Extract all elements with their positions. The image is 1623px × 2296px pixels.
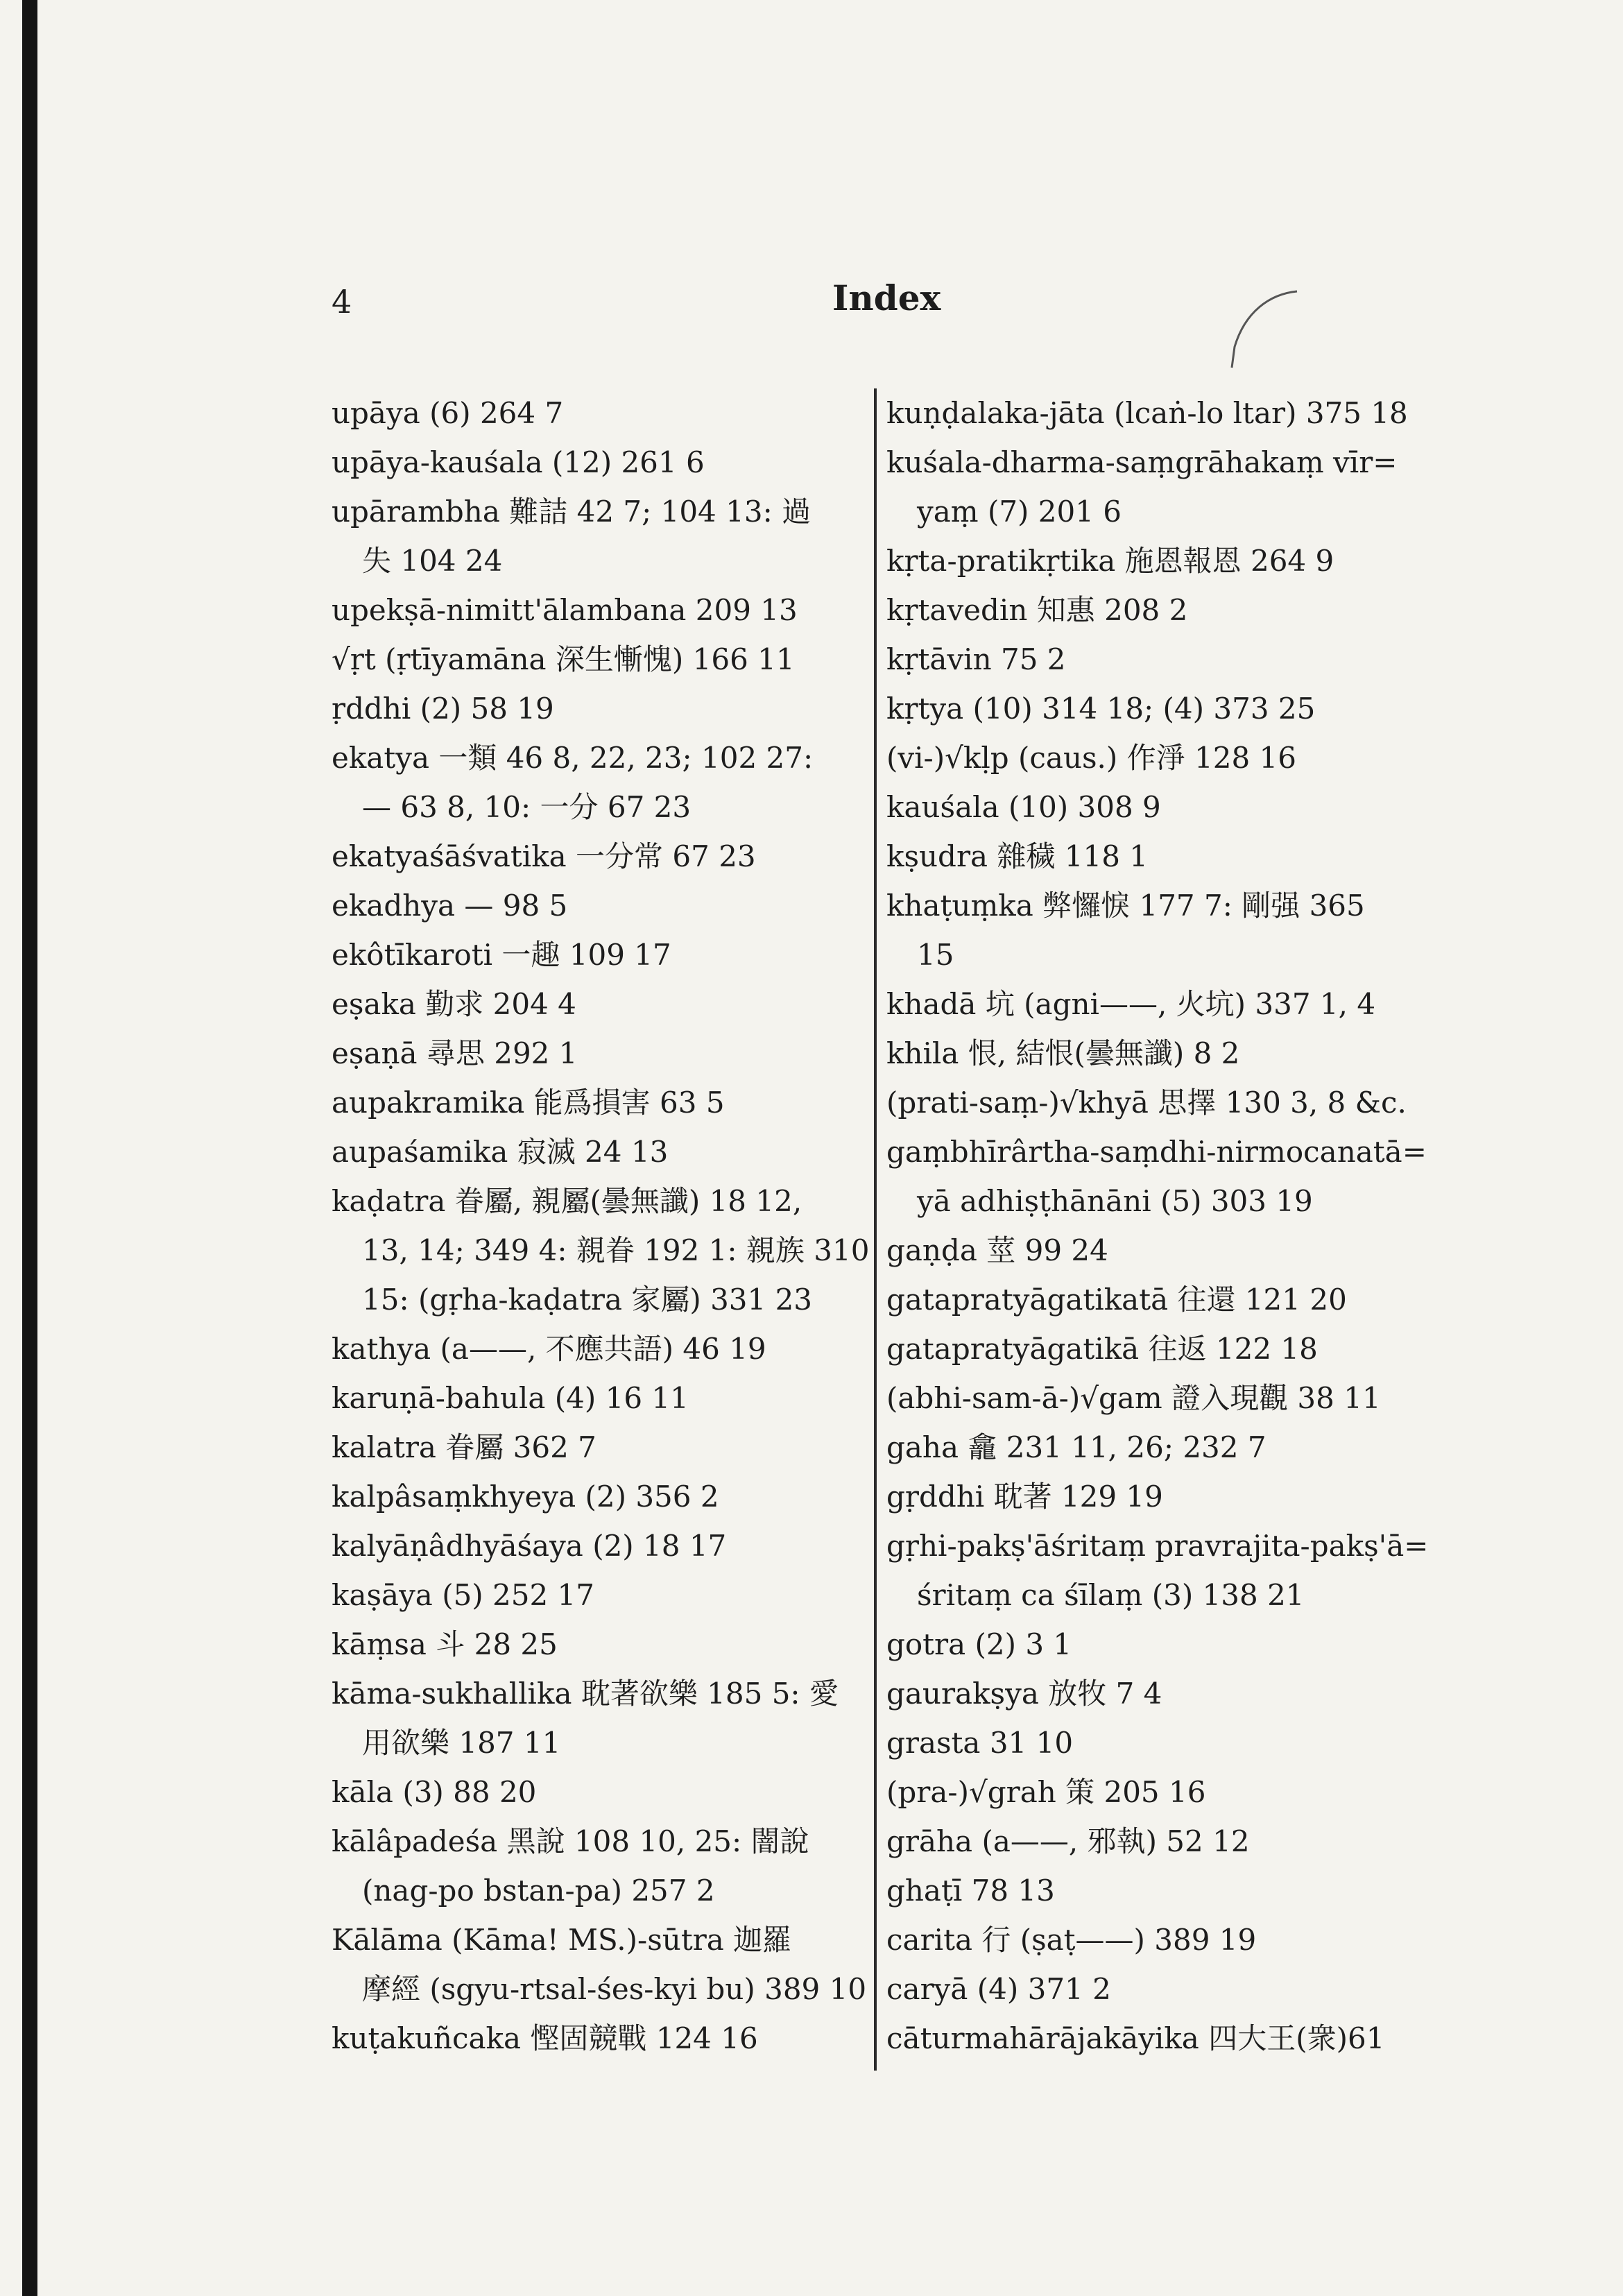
index-entry: ekadhya — 98 5 bbox=[332, 889, 568, 923]
index-entry: 用欲樂 187 11 bbox=[362, 1726, 561, 1760]
index-entry: kauśala (10) 308 9 bbox=[886, 790, 1161, 824]
index-entry: śritaṃ ca śīlaṃ (3) 138 21 bbox=[917, 1578, 1305, 1612]
index-entry: khila 恨, 結恨(曇無讖) 8 2 bbox=[886, 1036, 1240, 1070]
index-entry: cāturmahārājakāyika 四大王(衆)61 bbox=[886, 2021, 1385, 2055]
index-entry: yaṃ (7) 201 6 bbox=[917, 495, 1122, 529]
index-entry: eṣaka 勤求 204 4 bbox=[332, 987, 576, 1021]
index-entry: upāya (6) 264 7 bbox=[332, 396, 564, 430]
index-entry: kṣudra 雜穢 118 1 bbox=[886, 839, 1148, 873]
index-entry: kṛtāvin 75 2 bbox=[886, 642, 1066, 676]
index-entry: kaḍatra 眷屬, 親屬(曇無讖) 18 12, bbox=[332, 1184, 802, 1218]
index-entry: caryā (4) 371 2 bbox=[886, 1972, 1111, 2006]
running-head: Index bbox=[832, 277, 941, 318]
index-entry: gatapratyāgatikā 往返 122 18 bbox=[886, 1332, 1318, 1366]
index-entry: ekatya 一類 46 8, 22, 23; 102 27: bbox=[332, 741, 814, 775]
index-entry: upārambha 難詰 42 7; 104 13: 過 bbox=[332, 495, 812, 529]
index-entry: kalpâsaṃkhyeya (2) 356 2 bbox=[332, 1480, 719, 1514]
index-entry: gaurakṣya 放牧 7 4 bbox=[886, 1677, 1162, 1711]
index-entry: 13, 14; 349 4: 親眷 192 1: 親族 310 bbox=[362, 1233, 870, 1267]
index-entry: Kālāma (Kāma! MS.)-sūtra 迦羅 bbox=[332, 1923, 792, 1957]
binding-edge bbox=[22, 0, 37, 2296]
index-entry: ghaṭī 78 13 bbox=[886, 1874, 1055, 1908]
page-number: 4 bbox=[332, 283, 352, 320]
index-entry: kuṭakuñcaka 慳固競戰 124 16 bbox=[332, 2021, 758, 2055]
index-entry: aupaśamika 寂滅 24 13 bbox=[332, 1135, 669, 1169]
index-column-left bbox=[332, 388, 870, 2063]
index-entry: ekôtīkaroti 一趣 109 17 bbox=[332, 938, 671, 972]
index-entry: kaṣāya (5) 252 17 bbox=[332, 1578, 595, 1612]
index-entry: khaṭuṃka 弊㦬悷 177 7: 剛强 365 bbox=[886, 889, 1365, 923]
index-entry: gatapratyāgatikatā 往還 121 20 bbox=[886, 1283, 1347, 1317]
index-entry: aupakramika 能爲損害 63 5 bbox=[332, 1086, 725, 1120]
index-entry: kathya (a——, 不應共語) 46 19 bbox=[332, 1332, 766, 1366]
index-entry: 摩經 (sgyu-rtsal-śes-kyi bu) 389 10 bbox=[362, 1972, 867, 2006]
index-entry: kāla (3) 88 20 bbox=[332, 1775, 537, 1809]
pen-mark bbox=[1214, 284, 1311, 382]
index-entry: eṣaṇā 尋思 292 1 bbox=[332, 1036, 578, 1070]
index-entry: 15 bbox=[917, 938, 954, 972]
index-entry: (abhi-sam-ā-)√gam 證入現觀 38 11 bbox=[886, 1381, 1381, 1415]
index-entry: — 63 8, 10: 一分 67 23 bbox=[362, 790, 692, 824]
index-entry: kalyāṇâdhyāśaya (2) 18 17 bbox=[332, 1529, 727, 1563]
index-entry: kṛta-pratikṛtika 施恩報恩 264 9 bbox=[886, 544, 1334, 578]
index-entry: grāha (a——, 邪執) 52 12 bbox=[886, 1824, 1250, 1858]
index-entry: √ṛt (ṛtīyamāna 深生慚愧) 166 11 bbox=[332, 642, 795, 676]
index-entry: gotra (2) 3 1 bbox=[886, 1627, 1072, 1661]
index-entry: kuśala-dharma-saṃgrāhakaṃ vīr= bbox=[886, 445, 1398, 479]
index-column-right bbox=[886, 388, 1429, 2063]
index-entry: gaha 龕 231 11, 26; 232 7 bbox=[886, 1430, 1266, 1464]
index-entry: (nag-po bstan-pa) 257 2 bbox=[362, 1874, 715, 1908]
index-entry: (prati-saṃ-)√khyā 思擇 130 3, 8 &c. bbox=[886, 1086, 1407, 1120]
index-entry: kṛtavedin 知惠 208 2 bbox=[886, 593, 1188, 627]
index-entry: kāṃsa 斗 28 25 bbox=[332, 1627, 558, 1661]
index-entry: (pra-)√grah 策 205 16 bbox=[886, 1775, 1206, 1809]
index-entry: carita 行 (ṣaṭ——) 389 19 bbox=[886, 1923, 1257, 1957]
index-entry: khadā 坑 (agni——, 火坑) 337 1, 4 bbox=[886, 987, 1376, 1021]
index-entry: (vi-)√kḷp (caus.) 作淨 128 16 bbox=[886, 741, 1296, 775]
index-entry: kālâpadeśa 黑說 108 10, 25: 闇說 bbox=[332, 1824, 809, 1858]
index-entry: gaṇḍa 莖 99 24 bbox=[886, 1233, 1108, 1267]
index-entry: yā adhiṣṭhānāni (5) 303 19 bbox=[917, 1184, 1313, 1218]
index-entry: upekṣā-nimitt'ālambana 209 13 bbox=[332, 593, 798, 627]
index-entry: gṛhi-pakṣ'āśritaṃ pravrajita-pakṣ'ā= bbox=[886, 1529, 1429, 1563]
index-entry: 失 104 24 bbox=[362, 544, 503, 578]
index-entry: grasta 31 10 bbox=[886, 1726, 1074, 1760]
column-divider bbox=[874, 388, 877, 2071]
index-entry: karuṇā-bahula (4) 16 11 bbox=[332, 1381, 689, 1415]
index-entry: kuṇḍalaka-jāta (lcaṅ-lo ltar) 375 18 bbox=[886, 396, 1408, 430]
index-entry: kāma-sukhallika 耽著欲樂 185 5: 愛 bbox=[332, 1677, 839, 1711]
index-entry: kṛtya (10) 314 18; (4) 373 25 bbox=[886, 692, 1316, 726]
index-entry: gaṃbhīrârtha-saṃdhi-nirmocanatā= bbox=[886, 1135, 1427, 1169]
index-entry: 15: (gṛha-kaḍatra 家屬) 331 23 bbox=[362, 1283, 813, 1317]
index-entry: gṛddhi 耽著 129 19 bbox=[886, 1480, 1163, 1514]
index-entry: ekatyaśāśvatika 一分常 67 23 bbox=[332, 839, 756, 873]
index-entry: kalatra 眷屬 362 7 bbox=[332, 1430, 596, 1464]
index-entry: ṛddhi (2) 58 19 bbox=[332, 692, 554, 726]
index-entry: upāya-kauśala (12) 261 6 bbox=[332, 445, 705, 479]
